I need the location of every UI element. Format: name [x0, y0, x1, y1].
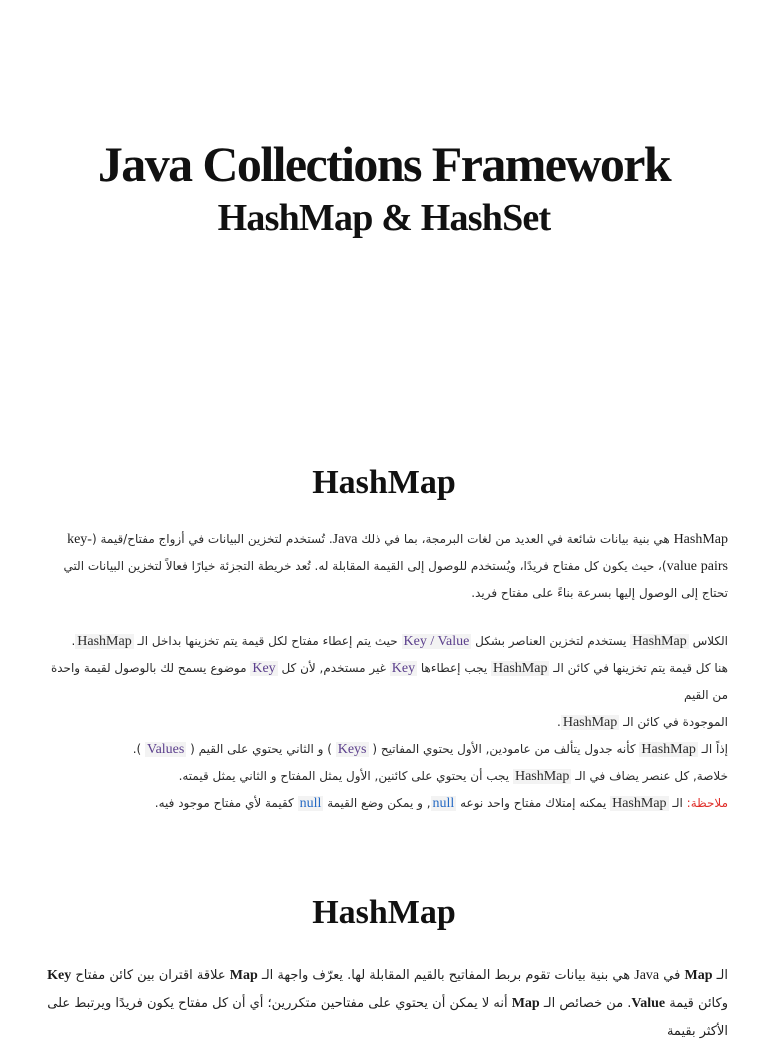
section-heading-hashmap-2: HashMap [312, 894, 456, 931]
text: كأنه جدول يتألف من عامودين, الأول يحتوي المفاتيح ( [368, 742, 640, 756]
text: أنه لا يمكن أن يحتوي على مفتاحين متكررين؛ أي أن كل مفتاح يكون فريدًا ويرتبط على الأكثر بقيمة [47, 996, 728, 1039]
code-hashmap: HashMap [612, 796, 667, 811]
text: يجب إعطاءها [417, 661, 492, 675]
text: . من خصائص الـ [539, 996, 632, 1011]
text: غير مستخدم, لأن كل [277, 661, 390, 675]
code-keys: Keys [337, 742, 367, 757]
title-block [0, 132, 768, 240]
term-hashmap: HashMap [673, 532, 728, 547]
main-title: Java Collections Framework [97, 136, 671, 192]
note-line [40, 790, 728, 817]
term-map: Map [229, 968, 258, 983]
text: حيث يتم إعطاء مفتاح لكل قيمة يتم تخزينها بداخل الـ [133, 634, 402, 648]
code-key: Key [391, 661, 416, 676]
details-line [40, 736, 728, 763]
term-pairs: pairs [700, 559, 728, 574]
code-values: Values [147, 742, 185, 757]
code-hashmap: HashMap [632, 634, 687, 649]
code-null: null [299, 796, 322, 811]
details-line [40, 709, 728, 736]
text: قيمة [665, 996, 694, 1011]
code-key: Key [252, 661, 276, 676]
text: يجب أن يحتوي على كائنين, الأول يمثل المفتاح و الثاني يمثل قيمته. [178, 769, 513, 783]
intro-text: الوصول إليها بسرعة بناءً على مفتاح فريد. [471, 586, 678, 600]
intro-text: . تُستخدم لتخزين البيانات في أزواج مفتاح/قيمة ( [91, 532, 333, 546]
text: الـ [668, 796, 683, 810]
text: علاقة اقتران بين كائن مفتاح [71, 968, 230, 983]
map-paragraph [40, 962, 728, 1046]
code-hashmap: HashMap [641, 742, 696, 757]
intro-text: )، حيث يكون كل مفتاح فريدًا، ويُستخدم للوصول إلى القيمة المقابلة له. تُعد خريطة التجزئة خيارًا فعالاً لتخزين البيانات التي تحتاج إلى [63, 559, 728, 600]
text: , و يمكن وضع القيمة [323, 796, 431, 810]
text: كقيمة لأي مفتاح موجود فيه. [154, 796, 298, 810]
intro-text: هي بنية بيانات شائعة في العديد من لغات البرمجة، بما في ذلك [357, 532, 674, 546]
text: موضوع يسمح لك بالوصول لقيمة واحدة من القيم [50, 661, 728, 702]
term-key: Key [47, 968, 72, 983]
code-hashmap: HashMap [514, 769, 570, 784]
code-null: null [432, 796, 455, 811]
text: في [659, 968, 685, 983]
code-hashmap: HashMap [77, 634, 132, 649]
text: الـ [712, 968, 728, 983]
term-key-value: key-value [67, 532, 697, 574]
hashmap-intro-paragraph [40, 526, 728, 607]
text: خلاصة, كل عنصر يضاف في الـ [571, 769, 728, 783]
term-java: Java [332, 532, 358, 547]
details-line [40, 655, 728, 709]
text: هي بنية بيانات تقوم بربط المفاتيح بالقيم المقابلة لها. يعرّف واجهة الـ [257, 968, 635, 983]
hashmap-details [40, 628, 728, 817]
note-label: ملاحظة: [682, 796, 728, 810]
sub-title: HashMap & HashSet [217, 197, 551, 239]
text: ). [132, 742, 146, 756]
details-line [40, 628, 728, 655]
term-map: Map [684, 968, 713, 983]
text: هنا كل قيمة يتم تخزينها في كائن الـ [549, 661, 728, 675]
text: الكلاس [688, 634, 728, 648]
term-map: Map [511, 996, 540, 1011]
details-line [40, 763, 728, 790]
text: . [71, 634, 76, 648]
text: يستخدم لتخزين العناصر بشكل [471, 634, 631, 648]
text: وكائن [698, 996, 728, 1011]
term-java: Java [634, 968, 660, 983]
text: إذاً الـ [697, 742, 728, 756]
text: يمكنه إمتلاك مفتاح واحد نوعه [456, 796, 611, 810]
code-hashmap: HashMap [562, 715, 618, 730]
code-key-value: Key / Value [403, 634, 470, 649]
text: . [557, 715, 561, 729]
code-hashmap: HashMap [493, 661, 548, 676]
text: الموجودة في كائن الـ [619, 715, 728, 729]
text: ) و الثاني يحتوي على القيم ( [186, 742, 336, 756]
term-value: Value [631, 996, 666, 1011]
section-heading-hashmap: HashMap [312, 464, 456, 501]
